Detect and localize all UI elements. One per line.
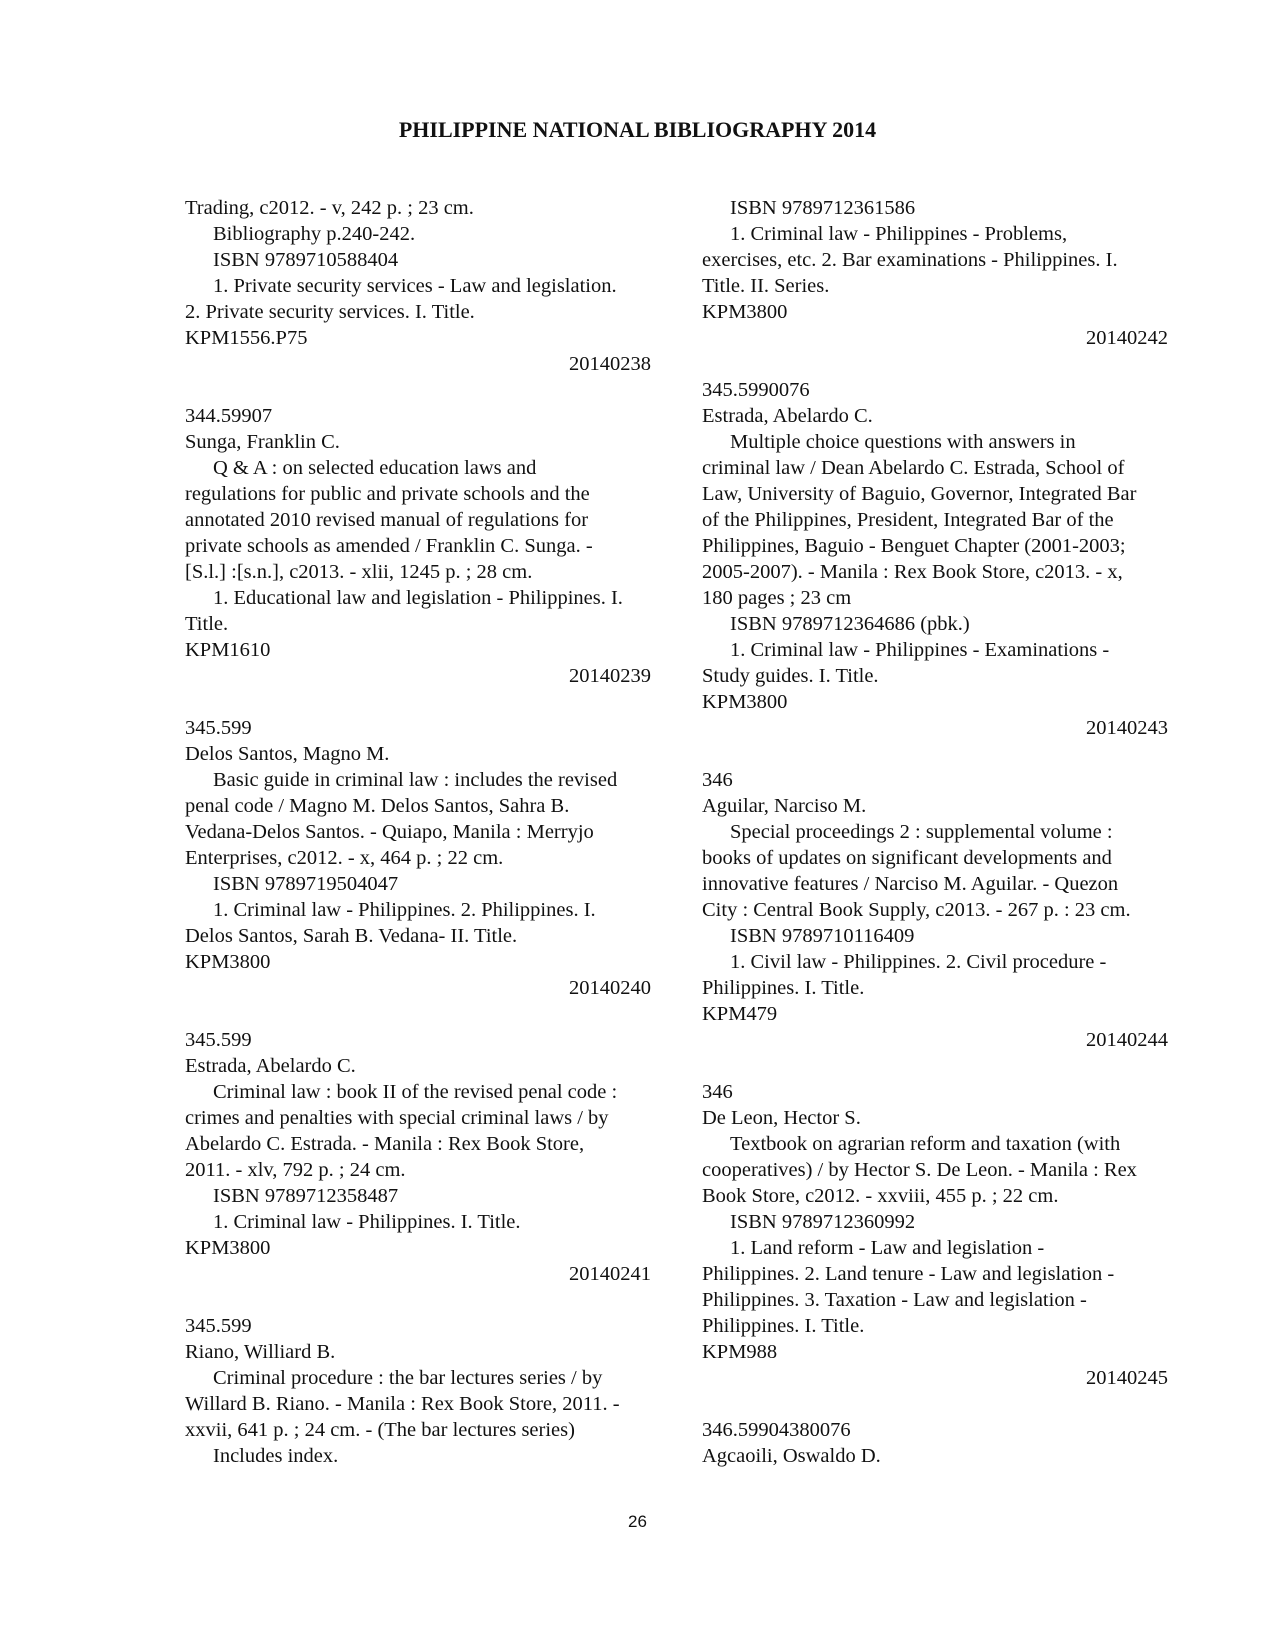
entry-line: Special proceedings 2 : supplemental volume : bbox=[730, 821, 1113, 843]
page-number: 26 bbox=[628, 1512, 647, 1531]
entry-line: Criminal law : book II of the revised penal code : bbox=[213, 1081, 618, 1103]
entry-line: innovative features / Narciso M. Aguilar. - Quezon bbox=[702, 873, 1119, 895]
entry-line: private schools as amended / Franklin C. Sunga. - bbox=[185, 535, 593, 557]
bibliography-entry bbox=[702, 1079, 1168, 1391]
entry-line: Study guides. I. Title. bbox=[702, 665, 879, 687]
bibliography-entry bbox=[185, 715, 651, 1001]
entry-class-number: 345.5990076 bbox=[702, 379, 810, 401]
entry-line: annotated 2010 revised manual of regulations for bbox=[185, 509, 589, 531]
bibliography-entry bbox=[702, 377, 1168, 741]
entry-number: 20140239 bbox=[569, 665, 651, 687]
entry-call-number: KPM1556.P75 bbox=[185, 327, 308, 349]
entry-line: ISBN 9789710588404 bbox=[213, 249, 399, 271]
entry-author: Riano, Williard B. bbox=[185, 1341, 336, 1363]
entry-line: Philippines. I. Title. bbox=[702, 977, 865, 999]
entry-line: Law, University of Baguio, Governor, Integrated Bar bbox=[702, 483, 1137, 505]
entry-line: [S.l.] :[s.n.], c2013. - xlii, 1245 p. ; 28 cm. bbox=[185, 561, 533, 583]
entry-class-number: 346.59904380076 bbox=[702, 1419, 851, 1441]
entry-line: Philippines. I. Title. bbox=[702, 1315, 865, 1337]
entry-author: Delos Santos, Magno M. bbox=[185, 743, 390, 765]
bibliography-entry bbox=[185, 1313, 651, 1469]
entry-line: Multiple choice questions with answers in bbox=[730, 431, 1076, 453]
entry-line: 1. Criminal law - Philippines. 2. Philippines. I. bbox=[213, 899, 596, 921]
entry-call-number: KPM988 bbox=[702, 1341, 778, 1363]
entry-line: 1. Criminal law - Philippines - Problems, bbox=[730, 223, 1068, 245]
entry-call-number: KPM3800 bbox=[185, 1237, 271, 1259]
entry-line: Philippines. 3. Taxation - Law and legislation - bbox=[702, 1289, 1087, 1311]
entry-author: Sunga, Franklin C. bbox=[185, 431, 340, 453]
entry-line: ISBN 9789712364686 (pbk.) bbox=[730, 613, 970, 635]
entry-line: exercises, etc. 2. Bar examinations - Philippines. I. bbox=[702, 249, 1118, 271]
entry-line: Title. II. Series. bbox=[702, 275, 830, 297]
entry-line: Includes index. bbox=[213, 1445, 339, 1467]
entry-author: Aguilar, Narciso M. bbox=[702, 795, 867, 817]
entry-line: cooperatives) / by Hector S. De Leon. - Manila : Rex bbox=[702, 1159, 1137, 1181]
entry-line: Vedana-Delos Santos. - Quiapo, Manila : Merryjo bbox=[185, 821, 594, 843]
entry-number: 20140238 bbox=[569, 353, 651, 375]
entry-line: of the Philippines, President, Integrated Bar of the bbox=[702, 509, 1114, 531]
bibliography-entry bbox=[185, 403, 651, 689]
entry-line: Criminal procedure : the bar lectures series / by bbox=[213, 1367, 603, 1389]
entry-line: books of updates on significant developments and bbox=[702, 847, 1112, 869]
entry-class-number: 344.59907 bbox=[185, 405, 273, 427]
bibliography-entry bbox=[185, 1027, 651, 1287]
entry-line: Philippines. 2. Land tenure - Law and legislation - bbox=[702, 1263, 1115, 1285]
bibliography-entry bbox=[702, 767, 1168, 1053]
entry-line: 1. Criminal law - Philippines - Examinations - bbox=[730, 639, 1110, 661]
entry-line: Textbook on agrarian reform and taxation (with bbox=[730, 1133, 1121, 1155]
entry-line: Willard B. Riano. - Manila : Rex Book Store, 2011. - bbox=[185, 1393, 620, 1415]
entry-line: ISBN 9789710116409 bbox=[730, 925, 915, 947]
entry-line: Trading, c2012. - v, 242 p. ; 23 cm. bbox=[185, 197, 474, 219]
entry-author: Estrada, Abelardo C. bbox=[185, 1055, 356, 1077]
entry-line: Title. bbox=[185, 613, 229, 635]
entry-line: 1. Land reform - Law and legislation - bbox=[730, 1237, 1045, 1259]
entry-line: Bibliography p.240-242. bbox=[213, 223, 416, 245]
entry-call-number: KPM3800 bbox=[702, 691, 788, 713]
entry-line: ISBN 9789719504047 bbox=[213, 873, 399, 895]
entry-number: 20140243 bbox=[1086, 717, 1168, 739]
entry-class-number: 345.599 bbox=[185, 717, 252, 739]
entry-line: Book Store, c2012. - xxviii, 455 p. ; 22 cm. bbox=[702, 1185, 1059, 1207]
entry-line: 1. Private security services - Law and legislation. bbox=[213, 275, 617, 297]
entry-line: criminal law / Dean Abelardo C. Estrada, School of bbox=[702, 457, 1125, 479]
entry-number: 20140240 bbox=[569, 977, 651, 999]
entry-number: 20140242 bbox=[1086, 327, 1168, 349]
entry-line: Enterprises, c2012. - x, 464 p. ; 22 cm. bbox=[185, 847, 504, 869]
entry-number: 20140244 bbox=[1086, 1029, 1168, 1051]
entry-number: 20140245 bbox=[1086, 1367, 1168, 1389]
entry-line: Q & A : on selected education laws and bbox=[213, 457, 537, 479]
entry-author: De Leon, Hector S. bbox=[702, 1107, 861, 1129]
entry-line: 1. Civil law - Philippines. 2. Civil procedure - bbox=[730, 951, 1107, 973]
entry-line: Delos Santos, Sarah B. Vedana- II. Title. bbox=[185, 925, 518, 947]
entry-line: crimes and penalties with special criminal laws / by bbox=[185, 1107, 609, 1129]
page-title: PHILIPPINE NATIONAL BIBLIOGRAPHY 2014 bbox=[398, 117, 877, 142]
entry-class-number: 346 bbox=[702, 769, 733, 791]
entry-line: Basic guide in criminal law : includes the revised bbox=[213, 769, 618, 791]
entry-line: 2005-2007). - Manila : Rex Book Store, c2013. - x, bbox=[702, 561, 1123, 583]
right-column bbox=[702, 195, 1168, 1495]
entry-line: ISBN 9789712358487 bbox=[213, 1185, 399, 1207]
entry-line: 1. Educational law and legislation - Philippines. I. bbox=[213, 587, 623, 609]
entry-line: ISBN 9789712360992 bbox=[730, 1211, 916, 1233]
entry-fragment bbox=[185, 195, 651, 377]
entry-class-number: 345.599 bbox=[185, 1029, 252, 1051]
entry-line: Abelardo C. Estrada. - Manila : Rex Book Store, bbox=[185, 1133, 585, 1155]
entry-line: xxvii, 641 p. ; 24 cm. - (The bar lectures series) bbox=[185, 1419, 575, 1441]
entry-number: 20140241 bbox=[569, 1263, 651, 1285]
entry-call-number: KPM479 bbox=[702, 1003, 778, 1025]
entry-class-number: 346 bbox=[702, 1081, 733, 1103]
entry-author: Estrada, Abelardo C. bbox=[702, 405, 873, 427]
entry-line: 2. Private security services. I. Title. bbox=[185, 301, 475, 323]
entry-author: Agcaoili, Oswaldo D. bbox=[702, 1445, 881, 1467]
entry-line: 180 pages ; 23 cm bbox=[702, 587, 852, 609]
entry-line: 2011. - xlv, 792 p. ; 24 cm. bbox=[185, 1159, 406, 1181]
entry-line: City : Central Book Supply, c2013. - 267 p. : 23 cm. bbox=[702, 899, 1131, 921]
entry-line: Philippines, Baguio - Benguet Chapter (2001-2003; bbox=[702, 535, 1126, 557]
entry-call-number: KPM1610 bbox=[185, 639, 271, 661]
entry-line: ISBN 9789712361586 bbox=[730, 197, 916, 219]
entry-line: 1. Criminal law - Philippines. I. Title. bbox=[213, 1211, 521, 1233]
entry-call-number: KPM3800 bbox=[702, 301, 788, 323]
left-column bbox=[185, 195, 651, 1495]
entry-fragment bbox=[702, 195, 1168, 351]
entry-line: regulations for public and private schools and the bbox=[185, 483, 590, 505]
entry-call-number: KPM3800 bbox=[185, 951, 271, 973]
bibliography-entry bbox=[702, 1417, 1168, 1469]
entry-class-number: 345.599 bbox=[185, 1315, 252, 1337]
entry-line: penal code / Magno M. Delos Santos, Sahra B. bbox=[185, 795, 570, 817]
